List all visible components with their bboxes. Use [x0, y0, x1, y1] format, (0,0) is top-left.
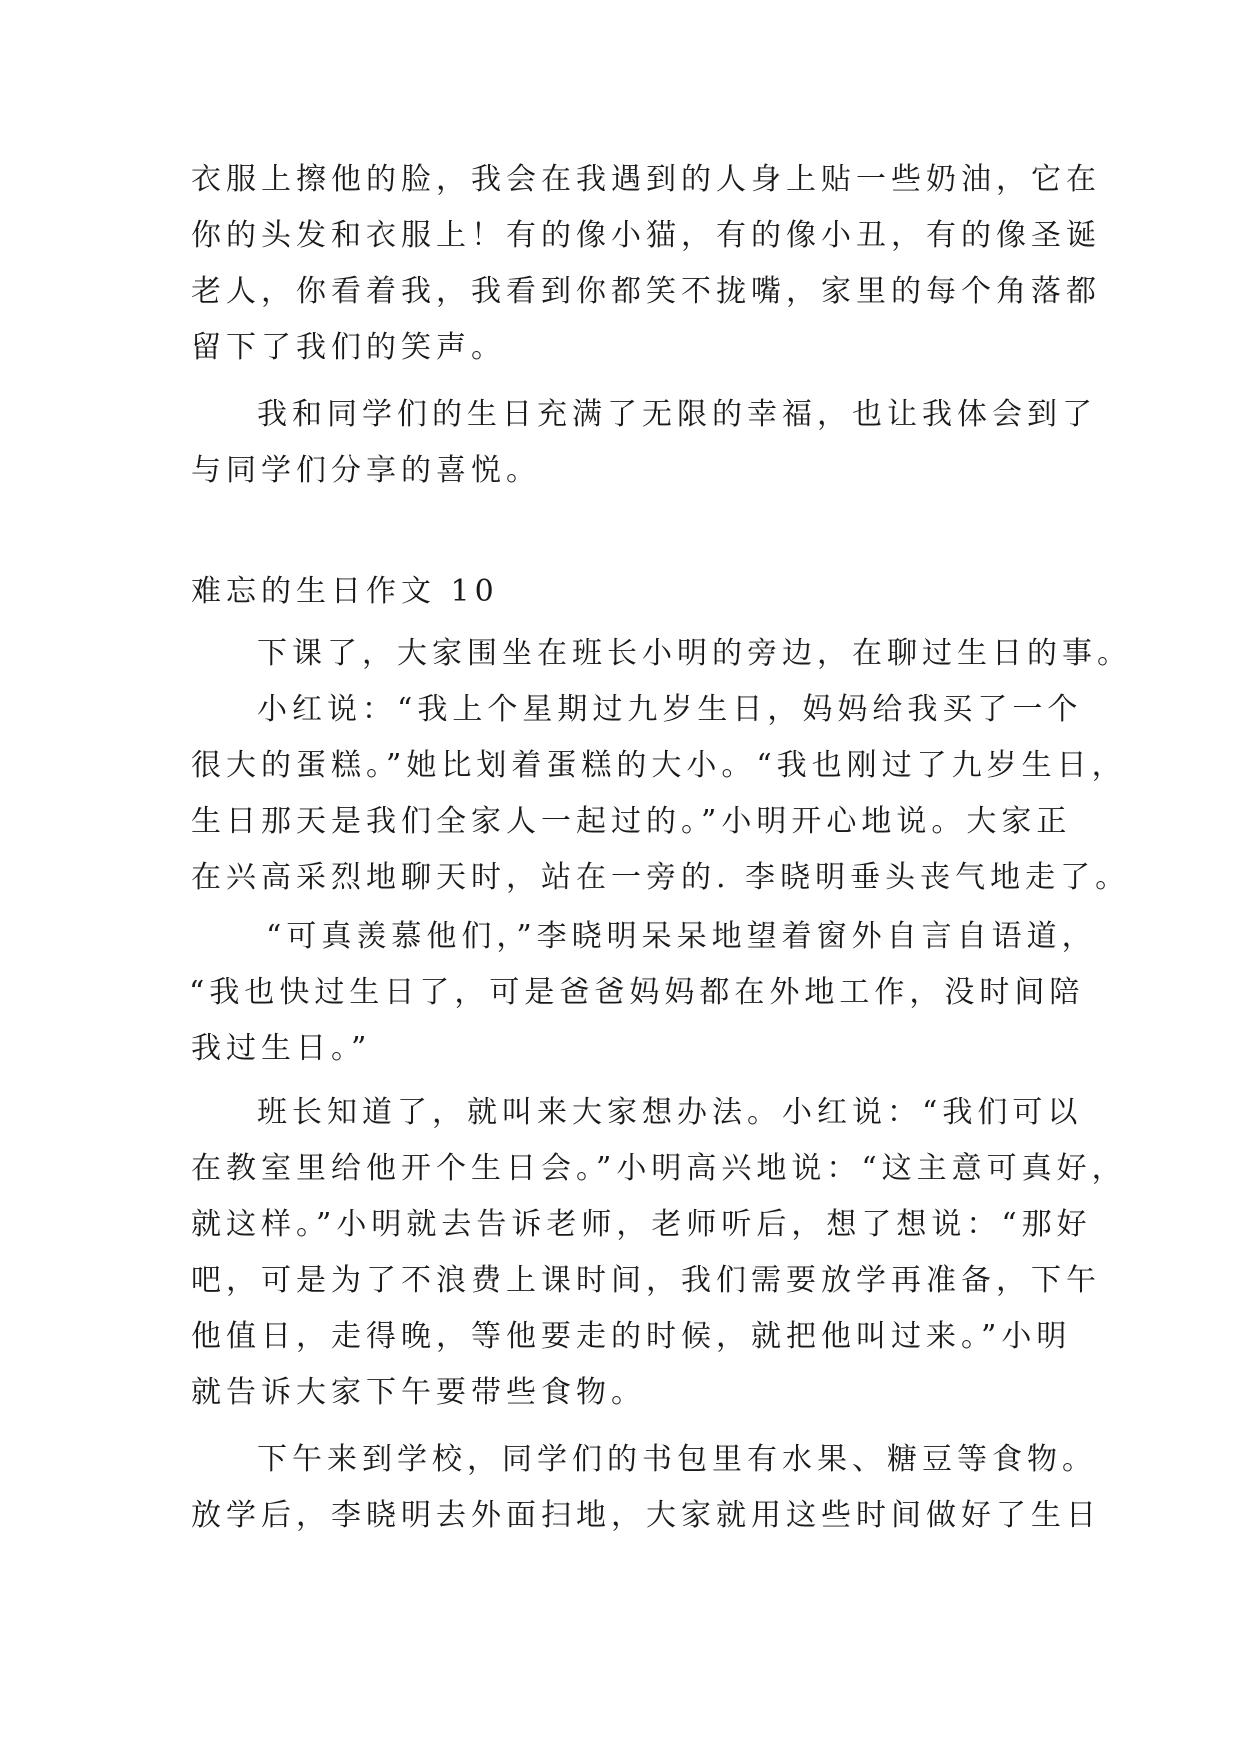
text-line: 就这样。”小明就去告诉老师，老师听后，想了想说：“那好 [191, 1207, 1092, 1242]
paragraph-first-line: 我和同学们的生日充满了无限的幸福，也让我体会到了 [257, 397, 1097, 432]
text-line: “我也快过生日了，可是爸爸妈妈都在外地工作，没时间陪 [189, 975, 1085, 1010]
text-line: 放学后，李晓明去外面扫地，大家就用这些时间做好了生日 [191, 1498, 1101, 1533]
text-line: 我过生日。” [191, 1031, 372, 1066]
paragraph-first-line: 小红说：“我上个星期过九岁生日，妈妈给我买了一个 [257, 692, 1083, 727]
text-line: 他值日，走得晚，等他要走的时候，就把他叫过来。”小明 [191, 1319, 1072, 1354]
text-line: 就告诉大家下午要带些食物。 [191, 1375, 646, 1410]
text-line: 很大的蛋糕。”她比划着蛋糕的大小。“我也刚过了九岁生日， [191, 748, 1127, 783]
text-line: 与同学们分享的喜悦。 [191, 453, 541, 488]
paragraph-first-line: 下课了，大家围坐在班长小明的旁边，在聊过生日的事。 [257, 636, 1132, 671]
text-line: 生日那天是我们全家人一起过的。”小明开心地说。大家正 [191, 804, 1072, 839]
text-line: 留下了我们的笑声。 [191, 330, 506, 365]
text-line: 你的头发和衣服上！有的像小猫，有的像小丑，有的像圣诞 [191, 218, 1101, 253]
text-line: 衣服上擦他的脸，我会在我遇到的人身上贴一些奶油，它在 [191, 162, 1101, 197]
text-line: 在兴高采烈地聊天时，站在一旁的. 李晓明垂头丧气地走了。 [191, 860, 1131, 895]
paragraph-first-line: “可真羡慕他们，”李晓明呆呆地望着窗外自言自语道， [266, 919, 1097, 954]
section-heading: 难忘的生日作文 10 [191, 574, 499, 609]
text-line: 老人，你看着我，我看到你都笑不拢嘴，家里的每个角落都 [191, 274, 1101, 309]
paragraph-first-line: 下午来到学校，同学们的书包里有水果、糖豆等食物。 [257, 1442, 1097, 1477]
paragraph-first-line: 班长知道了，就叫来大家想办法。小红说：“我们可以 [257, 1095, 1083, 1130]
text-line: 在教室里给他开个生日会。”小明高兴地说：“这主意可真好， [191, 1151, 1127, 1186]
text-line: 吧，可是为了不浪费上课时间，我们需要放学再准备，下午 [191, 1263, 1101, 1298]
